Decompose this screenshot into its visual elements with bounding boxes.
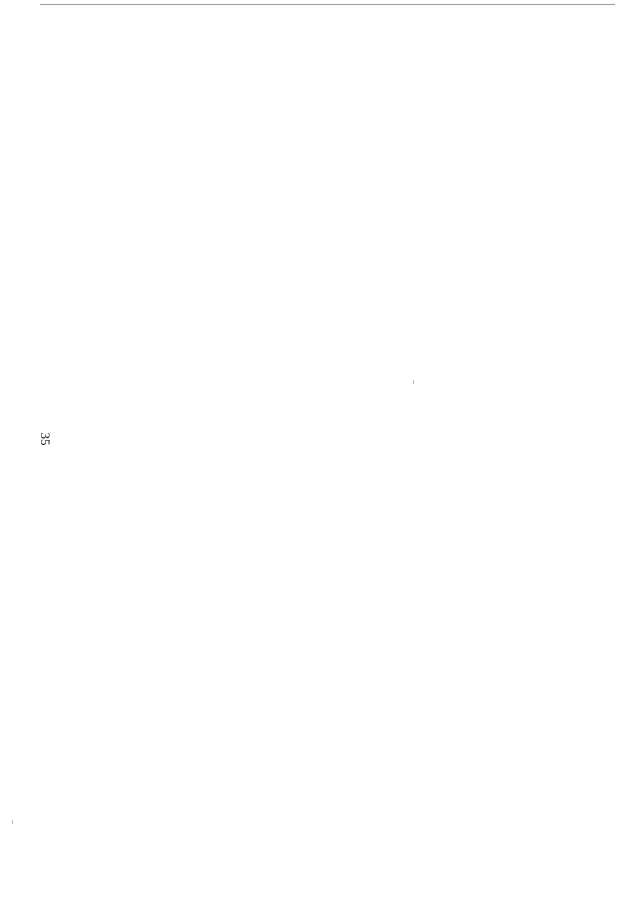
scan-mark — [12, 820, 13, 824]
scan-mark — [413, 380, 414, 384]
top-rule — [40, 4, 615, 5]
rotated-table-container — [65, 16, 250, 830]
page-number: 35 — [38, 432, 53, 446]
